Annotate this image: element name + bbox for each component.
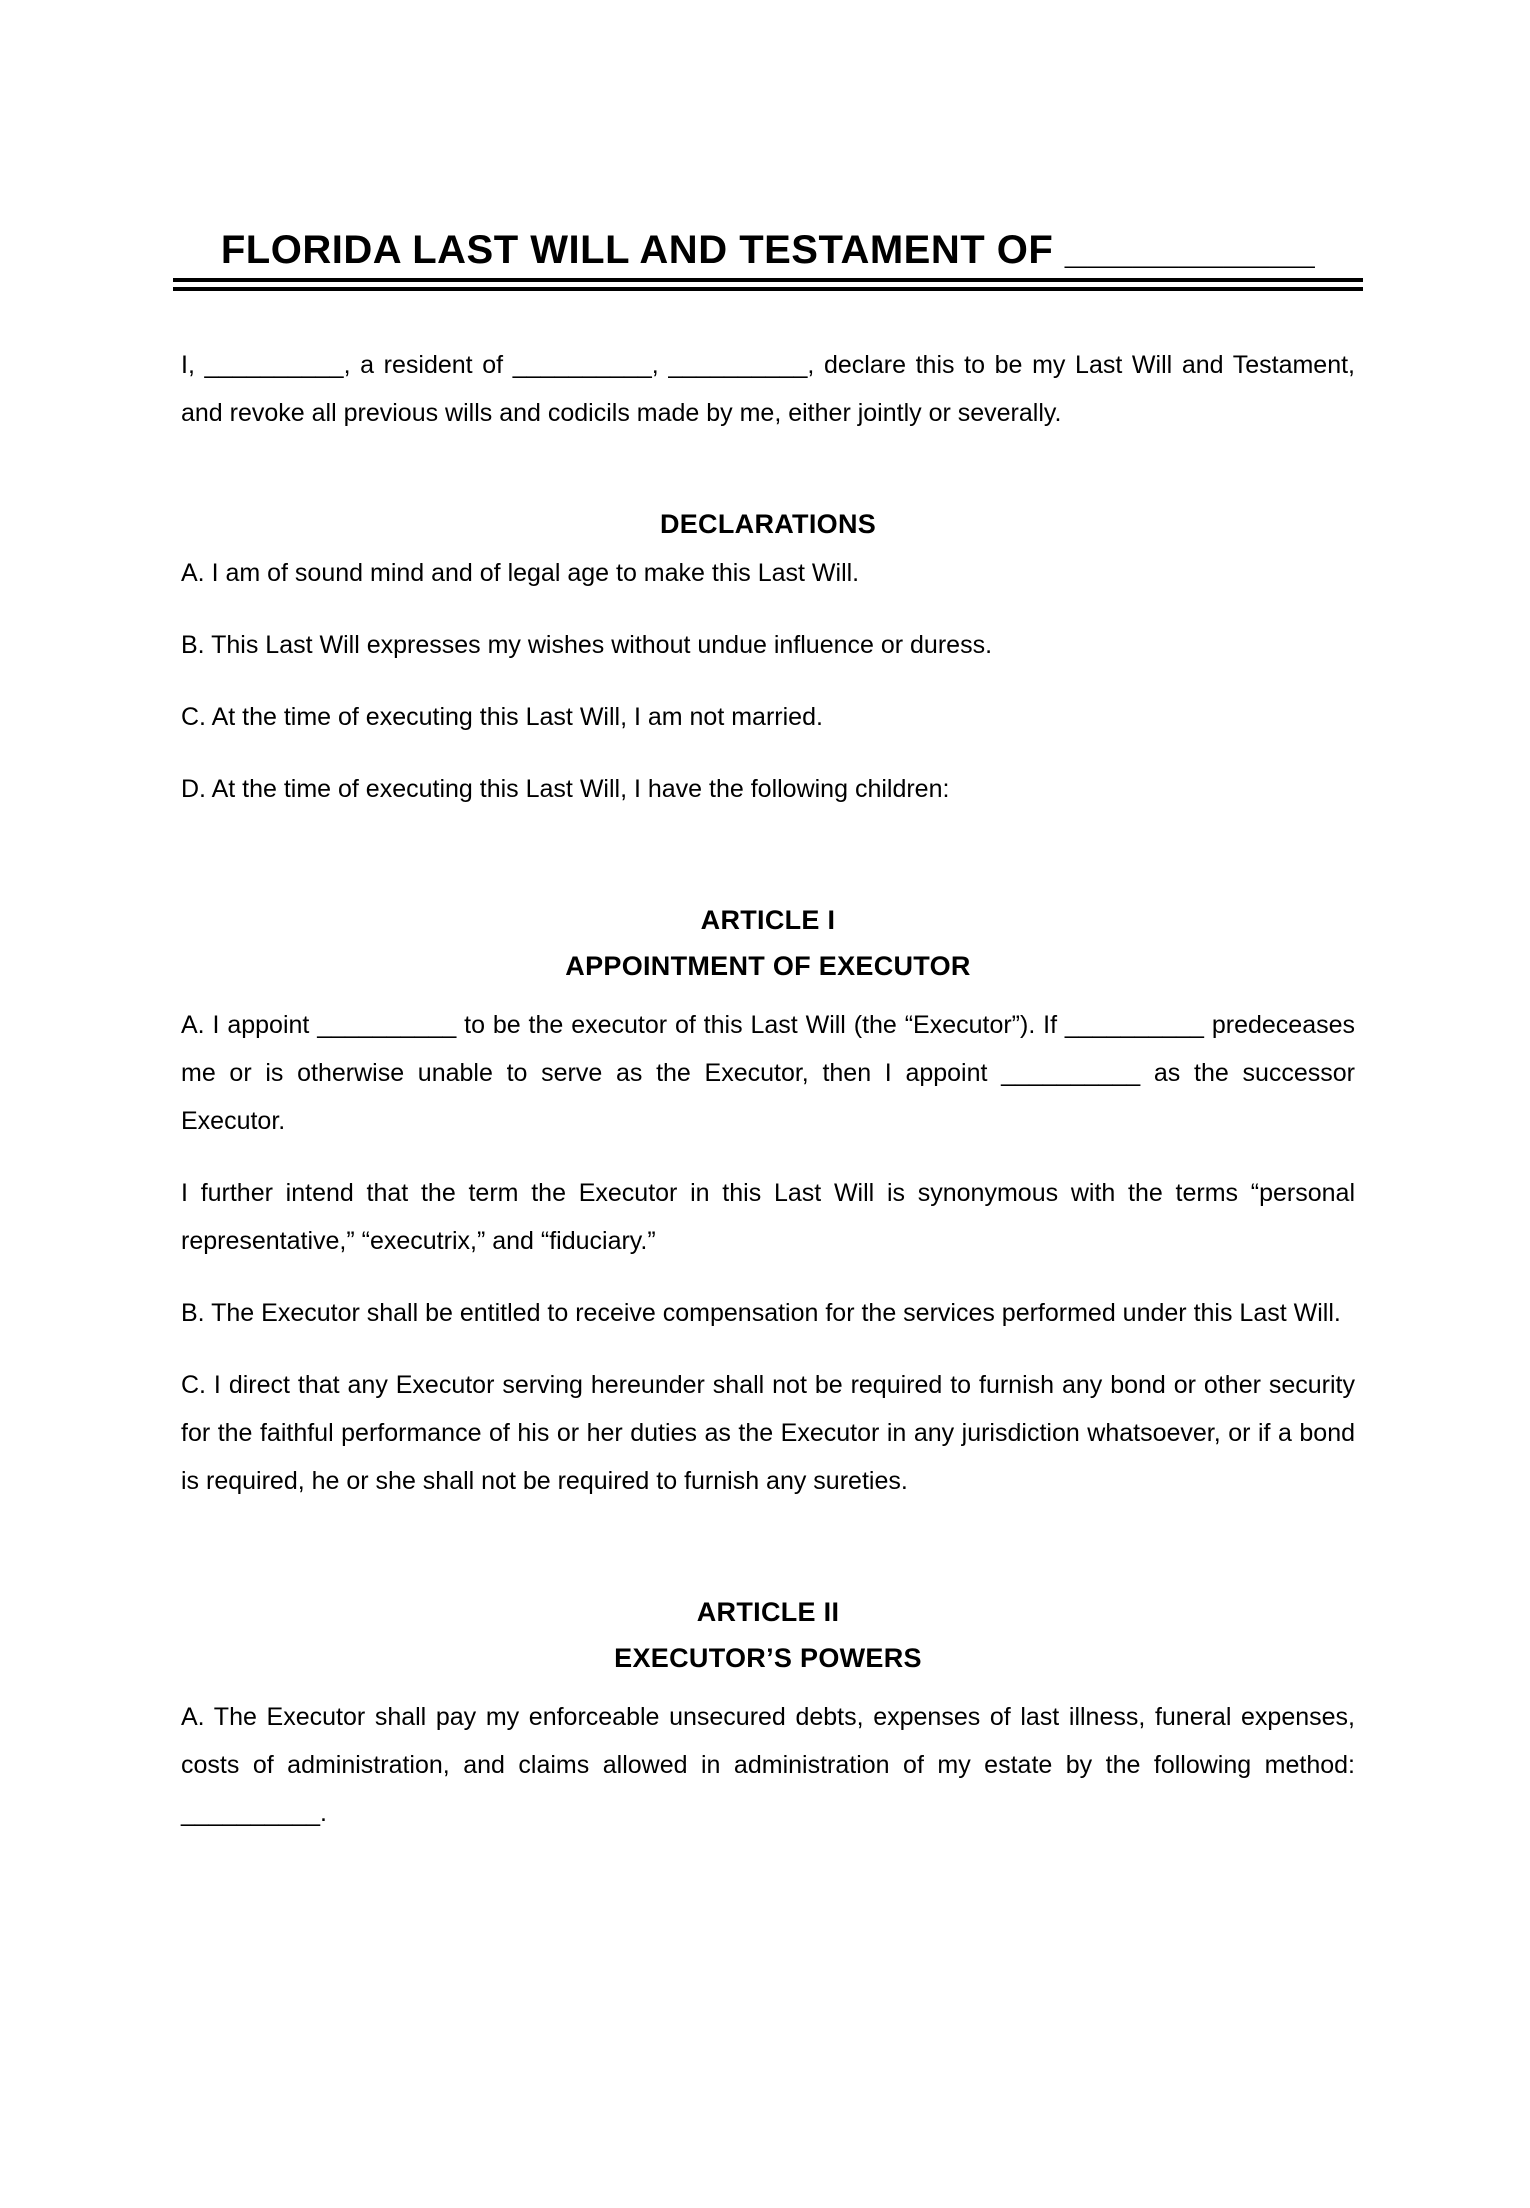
article1-intent-line: representative,” “executrix,” and “fiduciary.” xyxy=(181,1227,656,1255)
article1-paragraph-a-line: A. I appoint __________ to be the executor of this Last Will (the “Executor”). If __________ predeceases xyxy=(181,1011,1355,1039)
article1-intent-paragraph xyxy=(181,1169,1355,1265)
article2-paragraph-a-line: costs of administration, and claims allowed in administration of my estate by the following method: xyxy=(181,1751,1355,1779)
article1-paragraph-a-line: Executor. xyxy=(181,1107,286,1135)
article2-heading xyxy=(181,1589,1355,1681)
article1-paragraph-c-line: C. I direct that any Executor serving hereunder shall not be required to furnish any bond or other security xyxy=(181,1371,1355,1399)
article1-heading xyxy=(181,897,1355,989)
intro-line: and revoke all previous wills and codicils made by me, either jointly or severally. xyxy=(181,399,1062,427)
article1-intent-line: I further intend that the term the Executor in this Last Will is synonymous with the terms “personal xyxy=(181,1179,1355,1207)
declaration-item-d: D. At the time of executing this Last Will, I have the following children: xyxy=(181,775,950,803)
article1-heading-number: ARTICLE I xyxy=(700,905,836,935)
declaration-item-b: B. This Last Will expresses my wishes without undue influence or duress. xyxy=(181,631,993,659)
declaration-item-c: C. At the time of executing this Last Will, I am not married. xyxy=(181,703,823,731)
title-underline-rule xyxy=(173,278,1363,291)
article1-paragraph-c xyxy=(181,1361,1355,1505)
intro-line: I, __________, a resident of __________, __________, declare this to be my Last Will and Testament, xyxy=(181,351,1355,379)
article1-paragraph-a-line: me or is otherwise unable to serve as the Executor, then I appoint __________ as the successor xyxy=(181,1059,1355,1087)
article1-paragraph-c-line: for the faithful performance of his or her duties as the Executor in any jurisdiction whatsoever, or if a bond xyxy=(181,1419,1355,1447)
article2-heading-number: ARTICLE II xyxy=(696,1597,840,1627)
article1-paragraph-c-line: is required, he or she shall not be required to furnish any sureties. xyxy=(181,1467,908,1495)
article2-paragraph-a-line: A. The Executor shall pay my enforceable unsecured debts, expenses of last illness, funeral expenses, xyxy=(181,1703,1355,1731)
document-page xyxy=(181,228,1355,1837)
article2-paragraph-a xyxy=(181,1693,1355,1837)
article1-paragraph-b: B. The Executor shall be entitled to receive compensation for the services performed under this Last Will. xyxy=(181,1299,1341,1327)
article1-heading-title: APPOINTMENT OF EXECUTOR xyxy=(565,951,971,981)
declaration-item-a: A. I am of sound mind and of legal age to make this Last Will. xyxy=(181,559,860,587)
article2-paragraph-a-line: __________. xyxy=(181,1799,327,1827)
declarations-heading: DECLARATIONS xyxy=(659,509,877,539)
intro-paragraph xyxy=(181,341,1355,437)
article1-paragraph-a xyxy=(181,1001,1355,1145)
page-title: FLORIDA LAST WILL AND TESTAMENT OF ___________ xyxy=(220,228,1316,272)
article2-heading-title: EXECUTOR’S POWERS xyxy=(614,1643,922,1673)
